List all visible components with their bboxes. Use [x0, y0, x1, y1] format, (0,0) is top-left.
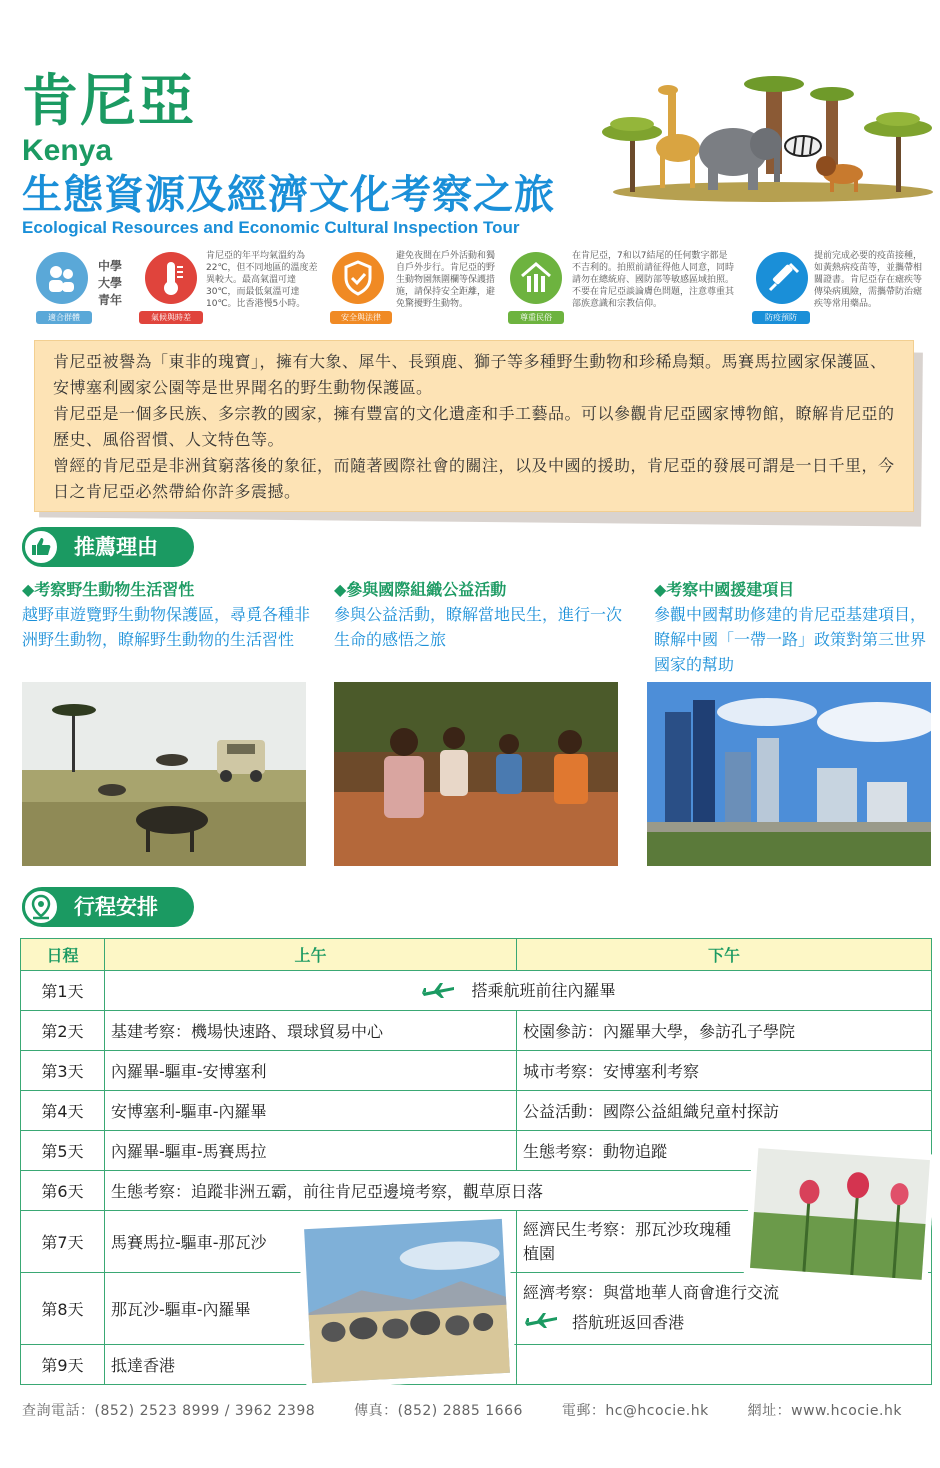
page-subtitle-en: Ecological Resources and Economic Cultural Inspection Tour — [22, 218, 520, 237]
safety-text: 避免夜間在戶外活動和獨自戶外步行。肯尼亞的野生動物園無圍欄等保護措施，請保持安全距離，避免驚擾野生動物。 — [396, 251, 496, 309]
intro-paragraph: 肯尼亞被譽為「東非的瑰寶」，擁有大象、犀牛、長頸鹿、獅子等多種野生動物和珍稀鳥類。馬賽馬拉國家保護區、安博塞利國家公園等是世界聞名的野生動物保護區。 — [53, 352, 887, 397]
shield-check-icon — [332, 252, 384, 304]
am-cell: 抵達香港 — [105, 1345, 517, 1385]
pm-cell: 城市考察：安博塞利考察 — [517, 1051, 932, 1091]
safari-photo — [22, 682, 306, 866]
pm-cell: 生態考察：動物追蹤 — [517, 1131, 932, 1171]
am-cell: 馬賽馬拉-驅車-那瓦沙 — [105, 1211, 517, 1273]
am-cell: 內羅畢-驅車-安博塞利 — [105, 1051, 517, 1091]
table-row — [21, 1011, 932, 1051]
audience-icon — [36, 252, 88, 304]
table-row — [21, 1091, 932, 1131]
pm-text: 經濟民生考察：那瓦沙玫瑰種植園 — [523, 1219, 732, 1263]
elephant-herd-photo — [298, 1213, 516, 1390]
syringe-icon — [756, 252, 808, 304]
health-text: 提前完成必要的疫苗接種，如黃熱病疫苗等，並攜帶相關證書。肯尼亞存在瘧疾等傳染病風險，需攜帶防治瘧疾等常用藥品。 — [814, 251, 923, 309]
audience-line: 青年 — [98, 293, 123, 307]
table-header-row — [21, 939, 932, 971]
am-cell: 安博塞利-驅車-內羅畢 — [105, 1091, 517, 1131]
safety-tag: 安全與法律 — [330, 311, 392, 324]
reason-text: 越野車遊覽野生動物保護區，尋覓各種非洲野生動物，瞭解野生動物的生活習性 — [22, 605, 311, 649]
pm-cell: 公益活動：國際公益組織兒童村探訪 — [517, 1091, 932, 1131]
nairobi-city-photo — [647, 682, 931, 866]
thumbs-up-icon — [22, 528, 60, 566]
climate-text: 肯尼亞的年平均氣溫約為22℃，但不同地區的溫度差異較大。最高氣溫可達30℃，而最低氣溫可達10℃。比香港慢5小時。 — [206, 251, 318, 309]
health-tag: 防疫預防 — [752, 311, 810, 324]
children-photo — [334, 682, 618, 866]
intro-box — [34, 340, 914, 512]
intro-paragraph: 曾經的肯尼亞是非洲貧窮落後的象征，而隨著國際社會的關注，以及中國的援助，肯尼亞的發展可謂是一日千里，今日之肯尼亞必然帶給你許多震撼。 — [53, 456, 895, 501]
page-title: 肯尼亞 — [22, 69, 196, 134]
audience-list — [98, 258, 122, 309]
pm-text: 經濟考察：與當地華人商會進行交流 — [523, 1283, 780, 1303]
day-cell: 第9天 — [21, 1345, 105, 1385]
airplane-icon — [523, 1309, 559, 1339]
full-day-cell — [105, 971, 932, 1011]
pm-flight — [523, 1308, 925, 1339]
am-cell: 內羅畢-驅車-馬賽馬拉 — [105, 1131, 517, 1171]
full-day-cell: 生態考察：追蹤非洲五霸，前往肯尼亞邊境考察，觀草原日落 — [105, 1171, 932, 1211]
footer-email[interactable]: 電郵：hc@hcocie.hk — [561, 1403, 709, 1419]
customs-tag: 尊重民俗 — [508, 311, 564, 324]
audience-line: 中學 — [98, 259, 123, 273]
day-cell: 第7天 — [21, 1211, 105, 1273]
row-text: 搭乘航班前往內羅畢 — [471, 981, 616, 1001]
intro-paragraph: 肯尼亞是一個多民族、多宗教的國家，擁有豐富的文化遺產和手工藝品。可以參觀肯尼亞國家博物館，瞭解肯尼亞的歷史、風俗習慣、人文特色等。 — [53, 404, 895, 449]
audience-line: 大學 — [98, 276, 123, 290]
day-cell: 第1天 — [21, 971, 105, 1011]
customs-text: 在肯尼亞，7和以7結尾的任何數字都是不吉利的。拍照前請征得他人同意，同時請勿在總統府、國防部等敏感區域拍照。不要在肯尼亞談論膚色問題，注意尊重其部族意識和宗教信仰。 — [572, 251, 735, 309]
header-am: 上午 — [105, 939, 517, 971]
wildlife-illustration — [598, 74, 936, 204]
reason-title: ◆考察中國援建項目 — [654, 580, 795, 599]
location-pin-icon — [22, 888, 60, 926]
day-cell: 第5天 — [21, 1131, 105, 1171]
footer-fax: 傳真：(852) 2885 1666 — [354, 1403, 523, 1419]
day-cell: 第4天 — [21, 1091, 105, 1131]
reason-text: 參觀中國幫助修建的肯尼亞基建項目，瞭解中國「一帶一路」政策對第三世界國家的幫助 — [654, 605, 927, 674]
itinerary-heading-label: 行程安排 — [74, 895, 158, 919]
header-day: 日程 — [21, 939, 105, 971]
page-title-en: Kenya — [22, 134, 113, 167]
reason-title: ◆參與國際組織公益活動 — [334, 580, 507, 599]
reasons-heading-label: 推薦理由 — [74, 535, 158, 559]
audience-tag: 適合群體 — [36, 311, 92, 324]
airplane-icon — [420, 981, 456, 1003]
pm-cell — [517, 1345, 932, 1385]
header-pm: 下午 — [517, 939, 932, 971]
climate-tag: 氣候與時差 — [139, 311, 203, 324]
pm-cell: 校園參訪：內羅畢大學，參訪孔子學院 — [517, 1011, 932, 1051]
pm-cell — [517, 1273, 932, 1345]
pm-flight-text: 搭航班返回香港 — [572, 1313, 685, 1333]
day-cell: 第2天 — [21, 1011, 105, 1051]
am-cell: 那瓦沙-驅車-內羅畢 — [105, 1273, 517, 1345]
footer — [22, 1400, 936, 1420]
rose-photo — [744, 1142, 937, 1287]
table-row — [21, 1051, 932, 1091]
footer-phone: 查詢電話：(852) 2523 8999 / 3962 2398 — [22, 1403, 316, 1419]
am-cell: 基建考察：機場快速路、環球貿易中心 — [105, 1011, 517, 1051]
reason-text: 參與公益活動，瞭解當地民生，進行一次生命的感悟之旅 — [334, 605, 623, 649]
customs-icon — [510, 252, 562, 304]
day-cell: 第3天 — [21, 1051, 105, 1091]
reason-title: ◆考察野生動物生活習性 — [22, 580, 195, 599]
table-row — [21, 971, 932, 1011]
footer-website[interactable]: 網址：www.hcocie.hk — [747, 1403, 902, 1419]
day-cell: 第8天 — [21, 1273, 105, 1345]
day-cell: 第6天 — [21, 1171, 105, 1211]
thermometer-icon — [145, 252, 197, 304]
page-subtitle: 生態資源及經濟文化考察之旅 — [22, 172, 555, 218]
